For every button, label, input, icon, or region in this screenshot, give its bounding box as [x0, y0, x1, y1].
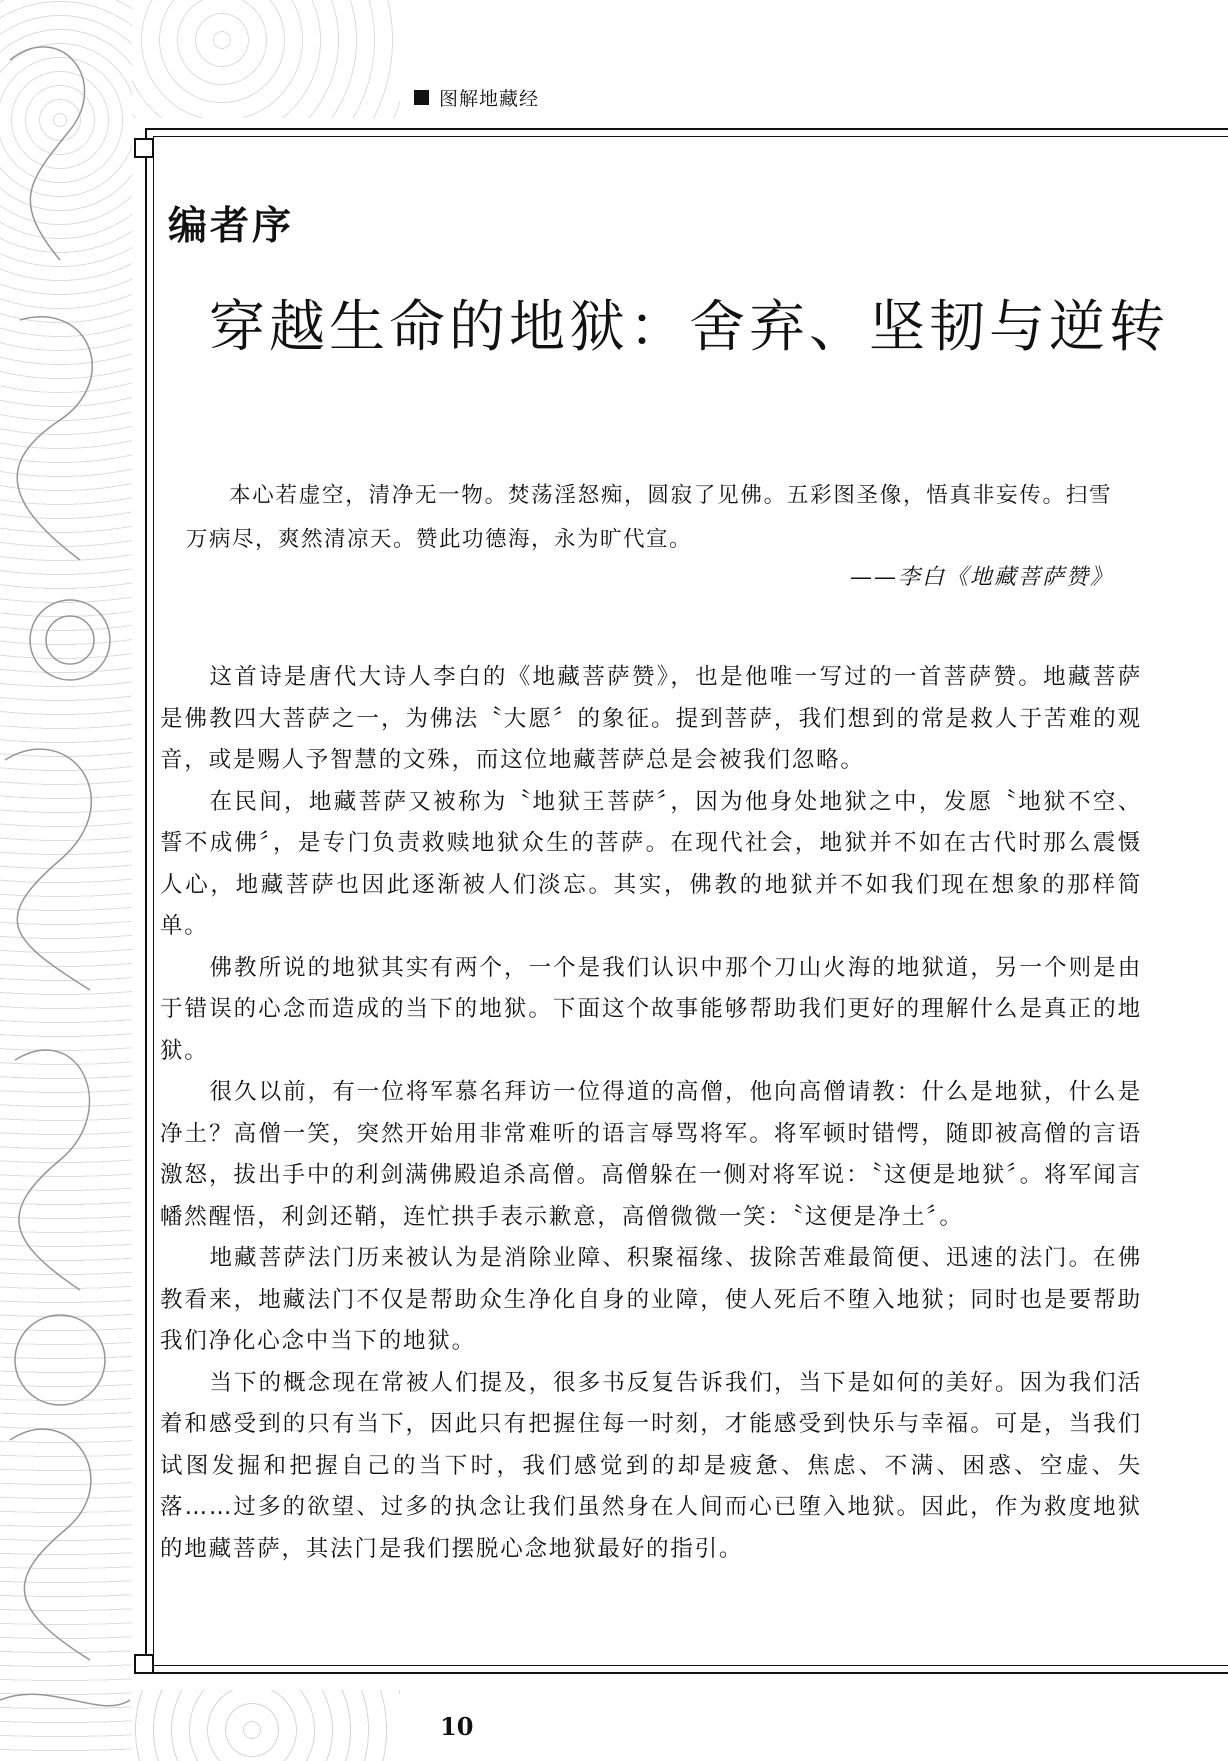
paragraph: 这首诗是唐代大诗人李白的《地藏菩萨赞》，也是他唯一写过的一首菩萨赞。地藏菩萨是佛教四大菩萨之一，为佛法〝大愿〞的象征。提到菩萨，我们想到的常是救人于苦难的观音，或是赐人予智慧的文殊，而这位地藏菩萨总是会被我们忽略。	[160, 664, 1142, 773]
frame-corner-bottom	[134, 1654, 154, 1674]
page-number: 10	[440, 1712, 474, 1741]
body-text	[160, 657, 1142, 1570]
running-header	[414, 84, 539, 110]
decorative-border-top	[132, 0, 400, 118]
header-title: 图解地藏经	[439, 87, 540, 110]
paragraph: 在民间，地藏菩萨又被称为〝地狱王菩萨〞，因为他身处地狱之中，发愿〝地狱不空、誓不成佛〞，是专门负责救赎地狱众生的菩萨。在现代社会，地狱并不如在古代时那么震慑人心，地藏菩萨也因此逐渐被人们淡忘。其实，佛教的地狱并不如我们现在想象的那样简单。	[160, 788, 1142, 939]
main-title: 穿越生命的地狱：舍弃、坚韧与逆转	[209, 295, 1169, 360]
paragraph: 佛教所说的地狱其实有两个，一个是我们认识中那个刀山火海的地狱道，另一个则是由于错误的心念而造成的当下的地狱。下面这个故事能够帮助我们更好的理解什么是真正的地狱。	[160, 954, 1142, 1064]
frame-corner-top	[134, 138, 154, 158]
ornament-illustration	[0, 0, 132, 1761]
header-square-icon	[414, 90, 429, 105]
epigraph-poem: 本心若虚空，清净无一物。焚荡淫怒痴，圆寂了见佛。五彩图圣像，悟真非妄传。扫雪万病尽，爽然清凉天。赞此功德海，永为旷代宣。	[186, 483, 1112, 552]
paragraph: 地藏菩萨法门历来被认为是消除业障、积聚福缘、拔除苦难最简便、迅速的法门。在佛教看来，地藏法门不仅是帮助众生净化自身的业障，使人死后不堕入地狱；同时也是要帮助我们净化心念中当下的地狱。	[160, 1245, 1142, 1354]
section-title: 编者序	[168, 204, 295, 249]
decorative-border-left	[0, 0, 132, 1761]
epigraph-attribution: ——李白《地藏菩萨赞》	[849, 565, 1114, 590]
paragraph: 很久以前，有一位将军慕名拜访一位得道的高僧，他向高僧请教：什么是地狱，什么是净土？高僧一笑，突然开始用非常难听的语言辱骂将军。将军顿时错愕，随即被高僧的言语激怒，拔出手中的利剑满佛殿追杀高僧。高僧躲在一侧对将军说：〝这便是地狱〞。将军闻言幡然醒悟，利剑还鞘，连忙拱手表示歉意，高僧微微一笑：〝这便是净土〞。	[160, 1079, 1142, 1230]
decorative-border-bottom	[132, 1690, 400, 1761]
paragraph: 当下的概念现在常被人们提及，很多书反复告诉我们，当下是如何的美好。因为我们活着和感受到的只有当下，因此只有把握住每一时刻，才能感受到快乐与幸福。可是，当我们试图发掘和把握自己的当下时，我们感觉到的却是疲惫、焦虑、不满、困惑、空虚、失落……过多的欲望、过多的执念让我们虽然身在人间而心已堕入地狱。因此，作为救度地狱的地藏菩萨，其法门是我们摆脱心念地狱最好的指引。	[160, 1369, 1142, 1562]
